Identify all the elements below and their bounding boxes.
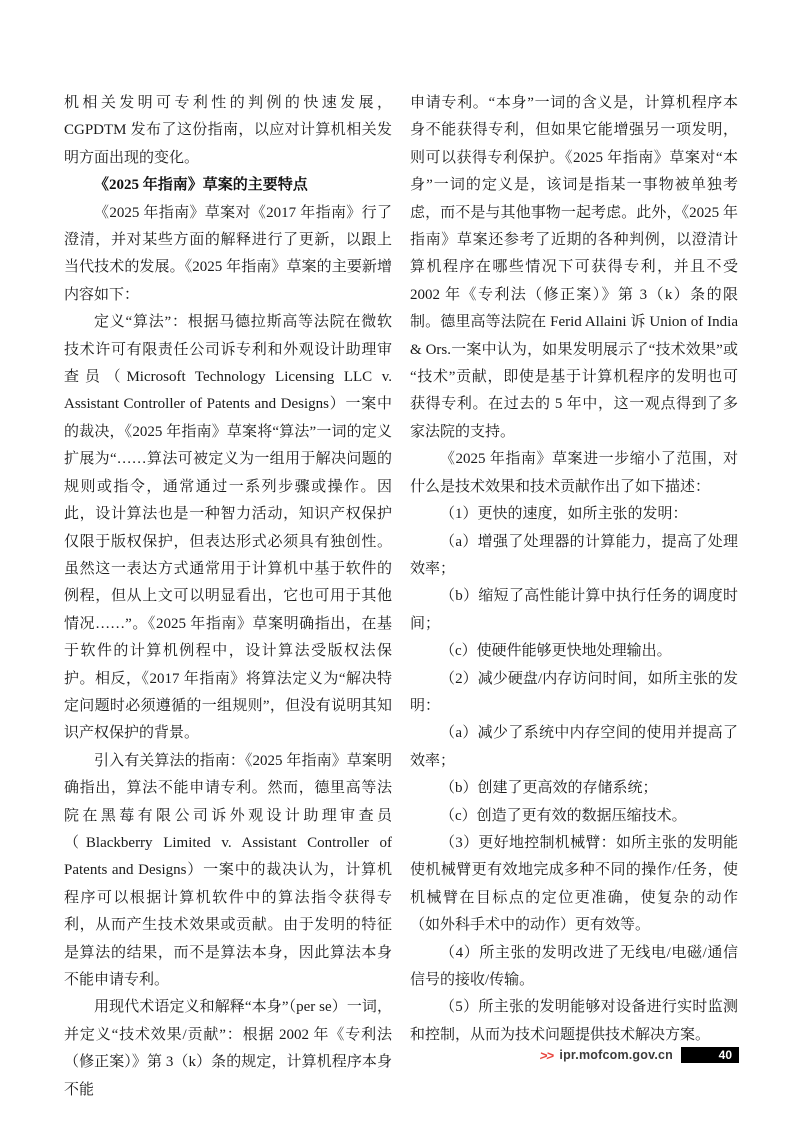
paragraph: 定义“算法”：根据马德拉斯高等法院在微软技术许可有限责任公司诉专利和外观设计助理审查员（Microsoft Technology Licensing LLC v. Assistant Controller of Patents and Designs）一案中的裁决，《2025 年指南》草案将“算法”一词的定义扩展为“……算法可被定义为一组用于解决问题的规则或指令，通常通过一系列步骤或操作。因此，设计算法也是一种智力活动，知识产权保护仅限于版权保护，但表达形式必须具有独创性。虽然这一表达方式通常用于计算机中基于软件的例程，但从上文可以明显看出，它也可用于其他情况……”。《2025 年指南》草案明确指出，在基于软件的计算机例程中，设计算法受版权法保护。相反，《2017 年指南》将算法定义为“解决特定问题时必须遵循的一组规则”，但没有说明其知识产权保护的背景。 — [64, 314, 392, 742]
paragraph: 引入有关算法的指南：《2025 年指南》草案明确指出，算法不能申请专利。然而，德里高等法院在黑莓有限公司诉外观设计助理审查员（Blackberry Limited v. Assistant Controller of Patents and Designs）一案中的裁决认为，计算机程序可以根据计算机软件中的算法指令获得专利，从而产生技术效果或贡献。由于发明的特征是算法的结果，而不是算法本身，因此算法本身不能申请专利。 — [64, 752, 392, 988]
section-heading: 《2025 年指南》草案的主要特点 — [94, 177, 308, 194]
page-footer — [540, 1046, 739, 1064]
list-item: （1）更快的速度，如所主张的发明： — [440, 506, 688, 523]
list-item: （c）使硬件能够更快地处理输出。 — [440, 643, 672, 660]
page-number-badge: 40 — [681, 1047, 739, 1063]
list-item: （b）缩短了高性能计算中执行任务的调度时间； — [410, 588, 738, 632]
paragraph: 《2025 年指南》草案对《2017 年指南》行了澄清，并对某些方面的解释进行了更新，以跟上当代技术的发展。《2025 年指南》草案的主要新增内容如下： — [64, 204, 392, 303]
list-item: （b）创建了更高效的存储系统； — [440, 780, 658, 797]
list-item: （c）创造了更有效的数据压缩技术。 — [440, 807, 687, 824]
paragraph: 《2025 年指南》草案进一步缩小了范围，对什么是技术效果和技术贡献作出了如下描述： — [410, 451, 738, 495]
double-chevron-icon: >> — [539, 1047, 555, 1063]
list-item: （4）所主张的发明改进了无线电/电磁/通信信号的接收/传输。 — [410, 944, 738, 988]
list-item: （3）更好地控制机械臂：如所主张的发明能使机械臂更有效地完成多种不同的操作/任务，使机械臂在目标点的定位更准确，使复杂的动作（如外科手术中的动作）更有效等。 — [410, 834, 738, 934]
paragraph: 用现代术语定义和解释“本身”（per se）一词，并定义“技术效果/贡献”：根据 2002 年《专利法（修正案）》第 3（k）条的规定，计算机程序本身不能 — [64, 999, 392, 1098]
list-item: （a）减少了系统中内存空间的使用并提高了效率； — [410, 725, 738, 769]
paragraph-continuation: 申请专利。“本身”一词的含义是，计算机程序本身不能获得专利，但如果它能增强另一项发明，则可以获得专利保护。《2025 年指南》草案对“本身”一词的定义是，该词是指某一事物被单独考虑，而不是与其他事物一起考虑。此外，《2025 年指南》草案还参考了近期的各种判例，以澄清计算机程序在哪些情况下可获得专利，并且不受 2002 年《专利法（修正案）》第 3（k）条的限制。德里高等法院在 Ferid Allaini 诉 Union of India & Ors.一案中认为，如果发明展示了“技术效果”或“技术”贡献，即使是基于计算机程序的发明也可获得专利。在过去的 5 年中，这一观点得到了多家法院的支持。 — [410, 95, 738, 440]
list-item: （5）所主张的发明能够对设备进行实时监测和控制，从而为技术问题提供技术解决方案。 — [410, 999, 738, 1043]
paragraph-continuation: 机相关发明可专利性的判例的快速发展，CGPDTM 发布了这份指南，以应对计算机相关发明方面出现的变化。 — [64, 95, 392, 166]
list-item: （a）增强了处理器的计算能力，提高了处理效率； — [410, 533, 738, 577]
page-content — [64, 90, 738, 1104]
footer-site-url: ipr.mofcom.gov.cn — [559, 1048, 673, 1062]
column-right — [410, 90, 738, 1104]
column-left — [64, 90, 392, 1104]
list-item: （2）减少硬盘/内存访问时间，如所主张的发明： — [410, 670, 738, 714]
